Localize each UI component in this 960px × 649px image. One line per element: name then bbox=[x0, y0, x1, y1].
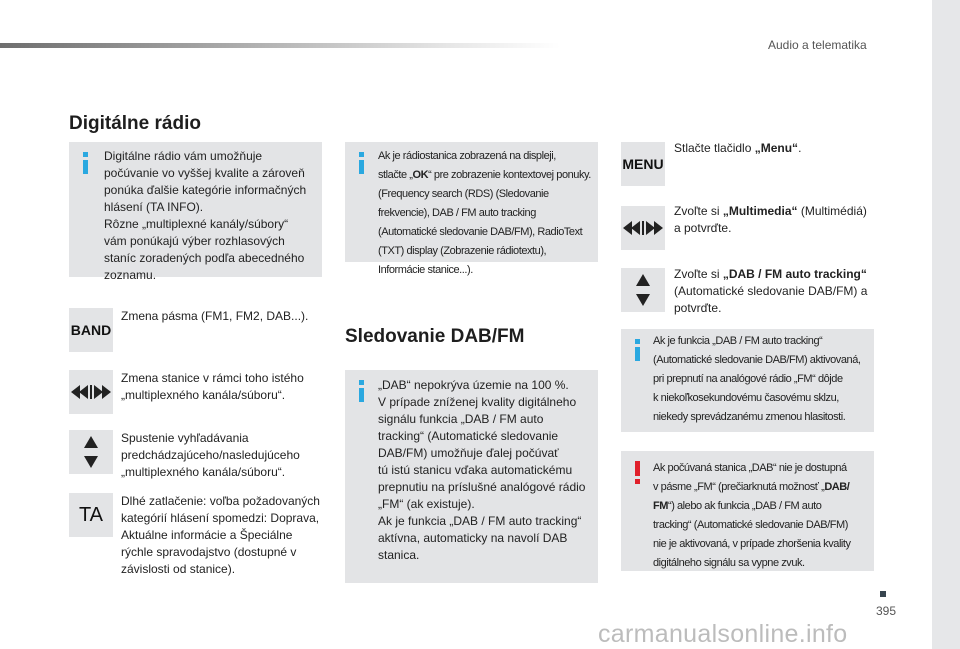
info-box-time-lag bbox=[621, 329, 874, 432]
info-text-digital-radio: Digitálne rádio vám umožňuje počúvanie vo vyššej kvalite a zároveň ponúka ďalšie kategórie informačných hlásení (TA INFO). Rôzne „multiplexné kanály/súbory“ vám ponúkajú výber rozhlasových staníc zoradených podľa abecedného zoznamu. bbox=[104, 149, 307, 282]
section-header: Audio a telematika bbox=[768, 38, 867, 52]
warning-box-signal-loss bbox=[621, 451, 874, 571]
band-button-label: BAND bbox=[70, 322, 112, 338]
ta-button bbox=[69, 493, 113, 537]
seek-button bbox=[69, 370, 113, 414]
warning-text-signal-loss: Ak počúvaná stanica „DAB“ nie je dostupná v pásme „FM“ (prečiarknutá možnosť „DAB/ FM“) alebo ak funkcia „DAB / FM auto tracking“ (Automatické sledovanie DAB/FM) nie je aktivovaná, v prípade zhoršenia kvality digitálneho signálu sa vypne zvuk. bbox=[653, 462, 851, 569]
up-down-button bbox=[69, 430, 113, 474]
info-box-dab-coverage bbox=[345, 370, 598, 583]
seek-arrows-icon bbox=[71, 384, 111, 400]
band-description: Zmena pásma (FM1, FM2, DAB...). bbox=[121, 309, 309, 323]
info-icon bbox=[359, 380, 364, 402]
page-side-strip bbox=[932, 0, 960, 649]
info-box-digital-radio bbox=[69, 142, 322, 282]
info-text-time-lag: Ak je funkcia „DAB / FM auto tracking“ (Automatické sledovanie DAB/FM) aktivovaná, pri prepnutí na analógové rádio „FM“ dôjde k niekoľkosekundovému časovému sklzu, niekedy sprevádzanému zmenou hlasitosti. bbox=[653, 335, 861, 423]
seek-description: Zmena stanice v rámci toho istého „multiplexného kanála/súboru“. bbox=[121, 371, 304, 402]
step-menu: Stlačte tlačidlo „Menu“. bbox=[674, 141, 802, 155]
up-down-button bbox=[621, 268, 665, 312]
band-button bbox=[69, 308, 113, 352]
ta-button-label: TA bbox=[78, 503, 104, 526]
info-text-context-menu: Ak je rádiostanica zobrazená na displeji, stlačte „OK“ pre zobrazenie kontextovej ponuky. (Frequency search (RDS) (Sledovanie frekvencie), DAB / FM auto tracking (Automatické sledovanie DAB/FM), RadioText (TXT) display (Zobrazenie rádiotextu), Informácie stanice...). bbox=[378, 150, 591, 276]
seek-arrows-icon bbox=[623, 220, 663, 236]
ta-description: Dlhé zatlačenie: voľba požadovaných kategórií hlásení spomedzi: Doprava, Aktuálne informácie a Špeciálne rýchle spravodajstvo (dostupné v závislosti od stanice). bbox=[121, 494, 320, 576]
info-icon bbox=[359, 152, 364, 174]
title-digital-radio: Digitálne rádio bbox=[69, 113, 201, 134]
up-down-arrows-icon bbox=[635, 274, 651, 306]
menu-button bbox=[621, 142, 665, 186]
title-dab-fm-tracking: Sledovanie DAB/FM bbox=[345, 326, 525, 347]
up-down-arrows-icon bbox=[83, 436, 99, 468]
warning-icon bbox=[635, 461, 640, 483]
seek-button bbox=[621, 206, 665, 250]
info-box-context-menu bbox=[345, 142, 598, 276]
info-icon bbox=[83, 152, 88, 174]
step-multimedia: Zvoľte si „Multimedia“ (Multimédiá) a potvrďte. bbox=[674, 204, 867, 235]
page-marker bbox=[880, 591, 886, 597]
menu-button-label: MENU bbox=[622, 156, 664, 172]
step-dab-fm-tracking: Zvoľte si „DAB / FM auto tracking“ (Automatické sledovanie DAB/FM) a potvrďte. bbox=[674, 267, 868, 315]
info-text-dab-coverage: „DAB“ nepokrýva územie na 100 %. V prípade zníženej kvality digitálneho signálu funkcia „DAB / FM auto tracking“ (Automatické sledovanie DAB/FM) umožňuje ďalej počúvať tú istú stanicu vďaka automatickému prepnutiu na príslušné analógové rádio „FM“ (ak existuje). Ak je funkcia „DAB / FM auto tracking“ aktívna, automaticky na navolí DAB stanica. bbox=[378, 378, 586, 562]
page-number: 395 bbox=[876, 604, 897, 618]
watermark: carmanualsonline.info bbox=[598, 620, 848, 648]
header-decoration-bar bbox=[0, 43, 560, 48]
info-icon bbox=[635, 339, 640, 361]
scan-description: Spustenie vyhľadávania predchádzajúceho/nasledujúceho „multiplexného kanála/súboru“. bbox=[121, 431, 300, 479]
